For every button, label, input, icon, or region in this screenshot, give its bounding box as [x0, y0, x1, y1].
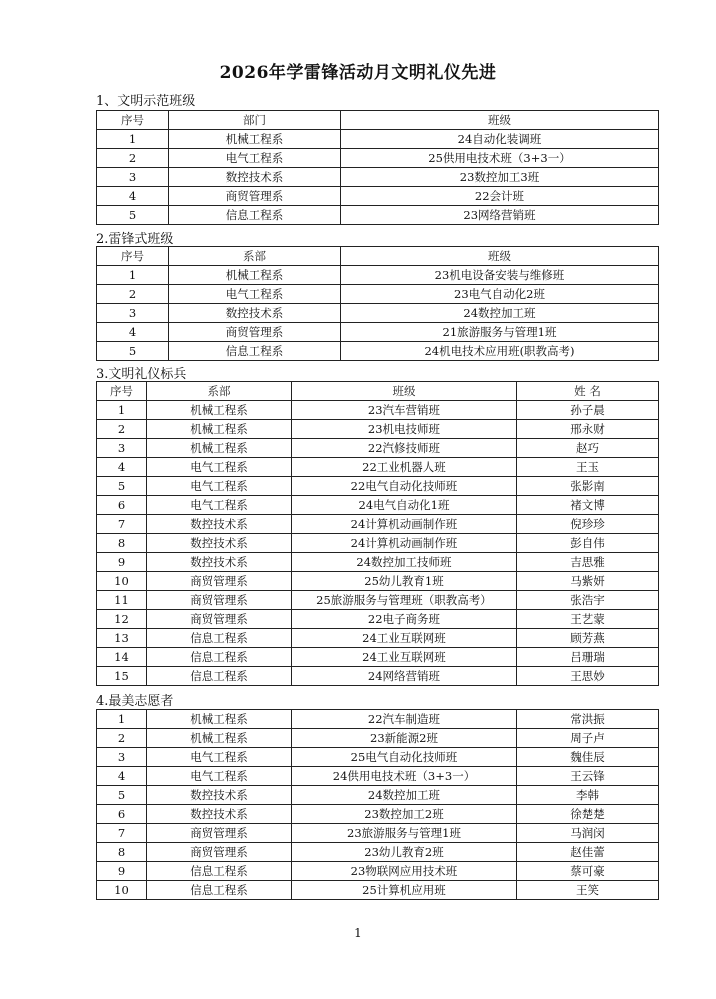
column-header: 部门: [169, 111, 341, 130]
table-row: [97, 168, 659, 187]
table-cell: 6: [97, 496, 147, 515]
table-row: [97, 206, 659, 225]
table-cell: 1: [97, 130, 169, 149]
table-cell: 23数控加工2班: [292, 805, 517, 824]
table-cell: 10: [97, 881, 147, 900]
table-row: [97, 862, 659, 881]
table-cell: 22电子商务班: [292, 610, 517, 629]
table-cell: 3: [97, 304, 169, 323]
table-cell: 24工业互联网班: [292, 629, 517, 648]
table-cell: 电气工程系: [147, 458, 292, 477]
table-row: [97, 439, 659, 458]
table-header-row: [97, 382, 659, 401]
table-cell: 24数控加工技师班: [292, 553, 517, 572]
table-cell: 蔡可豪: [517, 862, 659, 881]
table-cell: 24机电技术应用班(职教高考): [341, 342, 659, 361]
table-cell: 机械工程系: [147, 420, 292, 439]
table-cell: 1: [97, 266, 169, 285]
table-cell: 商贸管理系: [147, 610, 292, 629]
table-cell: 王云锋: [517, 767, 659, 786]
table-cell: 电气工程系: [147, 477, 292, 496]
table-row: [97, 420, 659, 439]
table-row: [97, 748, 659, 767]
table-cell: 机械工程系: [169, 130, 341, 149]
column-header: 系部: [169, 247, 341, 266]
table-cell: 赵佳蕾: [517, 843, 659, 862]
table-cell: 孙子晨: [517, 401, 659, 420]
table-cell: 12: [97, 610, 147, 629]
table-row: [97, 667, 659, 686]
table-row: [97, 130, 659, 149]
table-row: [97, 881, 659, 900]
table-cell: 23旅游服务与管理1班: [292, 824, 517, 843]
page-number: 1: [354, 926, 362, 940]
table-row: [97, 648, 659, 667]
table-cell: 5: [97, 786, 147, 805]
table-cell: 数控技术系: [147, 805, 292, 824]
table-row: [97, 323, 659, 342]
table-cell: 24供用电技术班（3+3一）: [292, 767, 517, 786]
table-cell: 14: [97, 648, 147, 667]
table-cell: 5: [97, 342, 169, 361]
table-cell: 3: [97, 748, 147, 767]
table-cell: 4: [97, 187, 169, 206]
table-cell: 电气工程系: [147, 767, 292, 786]
table-cell: 7: [97, 824, 147, 843]
table-cell: 商贸管理系: [147, 591, 292, 610]
table-cell: 马紫妍: [517, 572, 659, 591]
table-cell: 数控技术系: [169, 304, 341, 323]
table-header-row: [97, 247, 659, 266]
table-cell: 马润闵: [517, 824, 659, 843]
column-header: 姓 名: [517, 382, 659, 401]
table-row: [97, 266, 659, 285]
table-cell: 15: [97, 667, 147, 686]
table-cell: 2: [97, 285, 169, 304]
table-cell: 褚文博: [517, 496, 659, 515]
column-header: 班级: [341, 247, 659, 266]
table-cell: 13: [97, 629, 147, 648]
table-cell: 5: [97, 477, 147, 496]
section-2-heading: 2.雷锋式班级: [96, 232, 174, 247]
table-cell: 数控技术系: [169, 168, 341, 187]
table-cell: 24计算机动画制作班: [292, 515, 517, 534]
table-cell: 徐楚楚: [517, 805, 659, 824]
section-4-table: [96, 709, 659, 900]
table-cell: 22电气自动化技师班: [292, 477, 517, 496]
table-cell: 24计算机动画制作班: [292, 534, 517, 553]
table-cell: 李韩: [517, 786, 659, 805]
table-cell: 商贸管理系: [147, 843, 292, 862]
table-row: [97, 610, 659, 629]
table-row: [97, 515, 659, 534]
table-cell: 4: [97, 767, 147, 786]
table-cell: 6: [97, 805, 147, 824]
table-cell: 24网络营销班: [292, 667, 517, 686]
column-header: 序号: [97, 382, 147, 401]
table-cell: 电气工程系: [147, 748, 292, 767]
table-cell: 商贸管理系: [147, 824, 292, 843]
table-cell: 王思妙: [517, 667, 659, 686]
table-cell: 8: [97, 534, 147, 553]
table-cell: 2: [97, 149, 169, 168]
table-cell: 24自动化装调班: [341, 130, 659, 149]
table-cell: 机械工程系: [147, 401, 292, 420]
table-cell: 3: [97, 168, 169, 187]
table-cell: 数控技术系: [147, 553, 292, 572]
table-cell: 23物联网应用技术班: [292, 862, 517, 881]
table-cell: 彭自伟: [517, 534, 659, 553]
table-cell: 23电气自动化2班: [341, 285, 659, 304]
table-cell: 信息工程系: [169, 206, 341, 225]
table-cell: 电气工程系: [147, 496, 292, 515]
column-header: 序号: [97, 111, 169, 130]
table-cell: 10: [97, 572, 147, 591]
table-cell: 23汽车营销班: [292, 401, 517, 420]
table-cell: 商贸管理系: [169, 323, 341, 342]
table-cell: 11: [97, 591, 147, 610]
table-cell: 2: [97, 420, 147, 439]
table-cell: 7: [97, 515, 147, 534]
table-row: [97, 304, 659, 323]
table-cell: 电气工程系: [169, 149, 341, 168]
table-row: [97, 843, 659, 862]
table-cell: 信息工程系: [147, 667, 292, 686]
table-row: [97, 496, 659, 515]
table-cell: 商贸管理系: [169, 187, 341, 206]
table-cell: 25电气自动化技师班: [292, 748, 517, 767]
table-cell: 邢永财: [517, 420, 659, 439]
table-cell: 机械工程系: [147, 729, 292, 748]
table-cell: 21旅游服务与管理1班: [341, 323, 659, 342]
table-cell: 22汽修技师班: [292, 439, 517, 458]
table-cell: 张浩宇: [517, 591, 659, 610]
table-cell: 4: [97, 458, 147, 477]
section-2-table: [96, 246, 659, 361]
table-row: [97, 767, 659, 786]
table-cell: 周子卢: [517, 729, 659, 748]
section-3-table: [96, 381, 659, 686]
table-cell: 24数控加工班: [292, 786, 517, 805]
table-cell: 23幼儿教育2班: [292, 843, 517, 862]
table-cell: 倪珍珍: [517, 515, 659, 534]
table-cell: 25计算机应用班: [292, 881, 517, 900]
table-row: [97, 342, 659, 361]
table-cell: 数控技术系: [147, 515, 292, 534]
table-cell: 23新能源2班: [292, 729, 517, 748]
table-cell: 23机电技师班: [292, 420, 517, 439]
table-cell: 电气工程系: [169, 285, 341, 304]
table-row: [97, 591, 659, 610]
table-row: [97, 534, 659, 553]
table-cell: 22工业机器人班: [292, 458, 517, 477]
table-row: [97, 805, 659, 824]
table-row: [97, 824, 659, 843]
table-cell: 3: [97, 439, 147, 458]
section-1-table: [96, 110, 659, 225]
section-4-heading: 4.最美志愿者: [96, 694, 174, 709]
table-cell: 24电气自动化1班: [292, 496, 517, 515]
table-cell: 顾芳燕: [517, 629, 659, 648]
table-cell: 赵巧: [517, 439, 659, 458]
table-cell: 2: [97, 729, 147, 748]
table-row: [97, 786, 659, 805]
table-row: [97, 572, 659, 591]
table-header-row: [97, 111, 659, 130]
table-cell: 23机电设备安装与维修班: [341, 266, 659, 285]
table-row: [97, 629, 659, 648]
section-3-heading: 3.文明礼仪标兵: [96, 367, 187, 382]
table-cell: 信息工程系: [147, 629, 292, 648]
table-row: [97, 553, 659, 572]
table-cell: 信息工程系: [169, 342, 341, 361]
table-row: [97, 187, 659, 206]
table-cell: 机械工程系: [147, 710, 292, 729]
table-cell: 吕珊瑞: [517, 648, 659, 667]
column-header: 班级: [341, 111, 659, 130]
table-cell: 吉思雅: [517, 553, 659, 572]
table-cell: 24数控加工班: [341, 304, 659, 323]
table-cell: 9: [97, 862, 147, 881]
table-row: [97, 401, 659, 420]
table-cell: 22汽车制造班: [292, 710, 517, 729]
table-cell: 23网络营销班: [341, 206, 659, 225]
column-header: 序号: [97, 247, 169, 266]
table-cell: 机械工程系: [169, 266, 341, 285]
table-cell: 9: [97, 553, 147, 572]
column-header: 班级: [292, 382, 517, 401]
table-row: [97, 710, 659, 729]
table-cell: 魏佳辰: [517, 748, 659, 767]
table-cell: 1: [97, 710, 147, 729]
table-cell: 25幼儿教育1班: [292, 572, 517, 591]
table-cell: 王笑: [517, 881, 659, 900]
table-cell: 25旅游服务与管理班（职教高考）: [292, 591, 517, 610]
table-cell: 数控技术系: [147, 534, 292, 553]
table-cell: 常洪振: [517, 710, 659, 729]
table-row: [97, 477, 659, 496]
table-cell: 张影南: [517, 477, 659, 496]
table-row: [97, 458, 659, 477]
table-cell: 王艺蒙: [517, 610, 659, 629]
table-cell: 商贸管理系: [147, 572, 292, 591]
table-cell: 25供用电技术班（3+3一）: [341, 149, 659, 168]
table-row: [97, 729, 659, 748]
column-header: 系部: [147, 382, 292, 401]
page-title: 2026年学雷锋活动月文明礼仪先进: [219, 63, 497, 83]
table-cell: 23数控加工3班: [341, 168, 659, 187]
table-cell: 信息工程系: [147, 862, 292, 881]
table-cell: 王玉: [517, 458, 659, 477]
table-cell: 4: [97, 323, 169, 342]
table-cell: 22会计班: [341, 187, 659, 206]
table-cell: 5: [97, 206, 169, 225]
table-row: [97, 149, 659, 168]
table-cell: 数控技术系: [147, 786, 292, 805]
table-cell: 24工业互联网班: [292, 648, 517, 667]
section-1-heading: 1、文明示范班级: [96, 94, 196, 109]
table-cell: 机械工程系: [147, 439, 292, 458]
table-cell: 信息工程系: [147, 881, 292, 900]
table-cell: 信息工程系: [147, 648, 292, 667]
table-cell: 8: [97, 843, 147, 862]
table-cell: 1: [97, 401, 147, 420]
table-row: [97, 285, 659, 304]
